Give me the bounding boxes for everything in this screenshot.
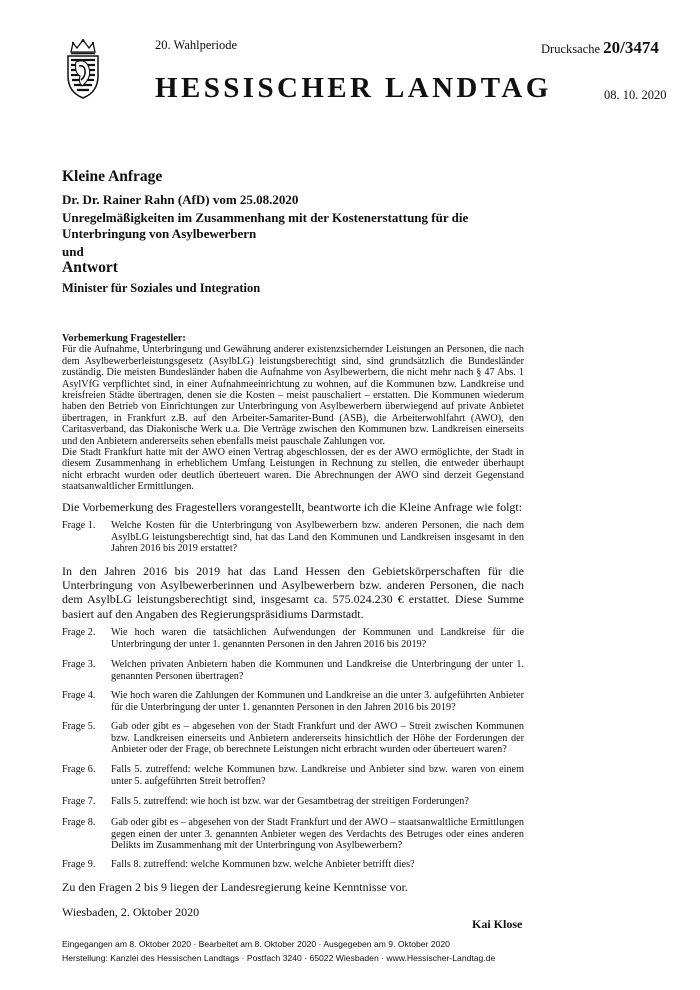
hessen-coat-of-arms-icon: [62, 38, 104, 100]
question-text: Gab oder gibt es – abgesehen von der Stadt Frankfurt und der AWO – Streit zwischen Kommunen bzw. Landkreisen einerseits und Anbietern andererseits hinsichtlich der Höhe der Forderungen der Anbieter oder der Frage, ob berechnete Leistungen nicht erbracht wurden oder überteuert waren?: [111, 721, 524, 756]
place-date: Wiesbaden, 2. Oktober 2020: [62, 905, 200, 919]
signer-name: Kai Klose: [472, 917, 523, 931]
question-label: Frage 2.: [62, 627, 96, 638]
intro-sentence: Die Vorbemerkung des Fragestellers vorangestellt, beantworte ich die Kleine Anfrage wie folgt:: [62, 500, 523, 514]
question-label: Frage 5.: [62, 721, 96, 732]
wahlperiode: 20. Wahlperiode: [155, 38, 238, 52]
question-text: Falls 8. zutreffend: welche Kommunen bzw. welche Anbieter betrifft dies?: [111, 859, 415, 870]
question-label: Frage 8.: [62, 817, 96, 828]
question-label: Frage 7.: [62, 796, 96, 807]
document-date: 08. 10. 2020: [604, 88, 667, 102]
question-label: Frage 3.: [62, 659, 96, 670]
document-kind: Kleine Anfrage: [62, 168, 163, 185]
minister-line: Minister für Soziales und Integration: [62, 281, 261, 295]
question-text: Falls 5. zutreffend: welche Kommunen bzw. Landkreise und Anbieter sind bzw. waren von einem unter 5. aufgeführten Streit betroffen?: [111, 764, 524, 787]
question-label: Frage 9.: [62, 859, 96, 870]
preliminary-remark-text: Für die Aufnahme, Unterbringung und Gewährung anderer existenzsichernder Leistungen an Personen, die nach dem Asylbewerberleistungsgesetz (AsylbLG) leistungsberechtigt sind, sind grundsätzlich die Bundesländer zuständig. Die meisten Bundesländer haben die Aufnahme von Asylbewerbern, die nicht mehr nach § 47 Abs. 1 AsylVfG verpflichtet sind, in einer Aufnahmeeinrichtung zu wohnen, auf die Kommunen bzw. Landkreise und kreisfreien Städte übertragen, denen sie die Kosten – meist pauschaliert – erstatten. Die Kommunen wiederum haben den Betrieb von Einrichtungen zur Unterbringung von Asylbewerbern überwiegend auf private Anbietet übertragen, in Frankfurt z.B. auf den Arbeiter-Samariter-Bund (ASB), die Arbeiterwohlfahrt (AWO), den Caritasverband, das Diakonische Werk u.a. Die Verträge zwischen den Kommunen bzw. Landkreisen einerseits und den Anbietern andererseits sehen ebenfalls meist pauschale Zahlungen vor.: [62, 344, 524, 447]
question-text: Welche Kosten für die Unterbringung von Asylbewerbern bzw. anderen Personen, die nach dem AsylbLG leistungsberechtigt sind, hat das Land den Kommunen und Landkreisen insgesamt in den Jahren 2016 bis 2019 erstattet?: [111, 520, 524, 555]
drucksache-reference: [541, 38, 659, 58]
question-label: Frage 6.: [62, 764, 96, 775]
drucksache-number: 20/3474: [603, 38, 659, 57]
question-text: Falls 5. zutreffend: wie hoch ist bzw. war der Gesamtbetrag der streitigen Forderungen?: [111, 796, 469, 807]
question-text: Gab oder gibt es – abgesehen von der Stadt Frankfurt und der AWO – staatsanwaltliche Ermittlungen gegen einen der unter 3. genannten Anbieter wegen des Verdachts des Betruges oder eines anderen Delikts im Zusammenhang mit der Unterbringung von Asylbewerbern?: [111, 817, 524, 852]
answer-2: Zu den Fragen 2 bis 9 liegen der Landesregierung keine Kenntnisse vor.: [62, 880, 408, 894]
drucksache-label: Drucksache: [541, 42, 600, 56]
question-label: Frage 4.: [62, 690, 96, 701]
und-label: und: [62, 244, 84, 259]
institution-title: HESSISCHER LANDTAG: [155, 72, 552, 104]
answer-1: In den Jahren 2016 bis 2019 hat das Land Hessen den Gebietskörperschaften für die Unterbringung von Asylbewerberinnen und Asylbewerbern bzw. anderen Personen, die nach dem AsylbLG leistungsberechtigt sind, insgesamt ca. 575.024.230 € erstattet. Diese Summe basiert auf den Angaben des Regierungspräsidiums Darmstadt.: [62, 564, 524, 621]
antwort-label: Antwort: [62, 259, 118, 276]
question-text: Welchen privaten Anbietern haben die Kommunen und Landkreise die Unterbringung der unter 1. genannten Personen übertragen?: [111, 659, 524, 682]
author-line: Dr. Dr. Rainer Rahn (AfD) vom 25.08.2020: [62, 192, 299, 207]
preliminary-remark-text-2: Die Stadt Frankfurt hatte mit der AWO einen Vertrag abgeschlossen, der es der AWO ermöglichte, der Stadt in diesem Zusammenhang in erheblichem Umfang Leistungen in Rechnung zu stellen, die entweder überhaupt nicht erbracht wurden oder deutlich überteuert waren. Die Abrechnungen der AWO sind derzeit Gegenstand staatsanwaltlicher Ermittlungen.: [62, 447, 524, 493]
inquiry-title: Unregelmäßigkeiten im Zusammenhang mit der Kostenerstattung für die Unterbringung von Asylbewerbern: [62, 210, 469, 241]
question-text: Wie hoch waren die Zahlungen der Kommunen und Landkreise an die unter 3. aufgeführten Anbieter für die Unterbringung der unter 1. genannten Personen in den Jahren 2016 bis 2019?: [111, 690, 524, 713]
question-text: Wie hoch waren die tatsächlichen Aufwendungen der Kommunen und Landkreise für die Unterbringung der unter 1. genannten Personen in den Jahren 2016 bis 2019?: [111, 627, 524, 650]
question-label: Frage 1.: [62, 520, 96, 531]
preliminary-remark: [62, 333, 524, 493]
footer-publisher: Herstellung: Kanzlei des Hessischen Landtags · Postfach 3240 · 65022 Wiesbaden · www.Hessischer-Landtag.de: [62, 953, 496, 963]
footer-dates: Eingegangen am 8. Oktober 2020 · Bearbeitet am 8. Oktober 2020 · Ausgegeben am 9. Oktober 2020: [62, 939, 450, 949]
preliminary-remark-heading: Vorbemerkung Fragesteller:: [62, 333, 186, 344]
